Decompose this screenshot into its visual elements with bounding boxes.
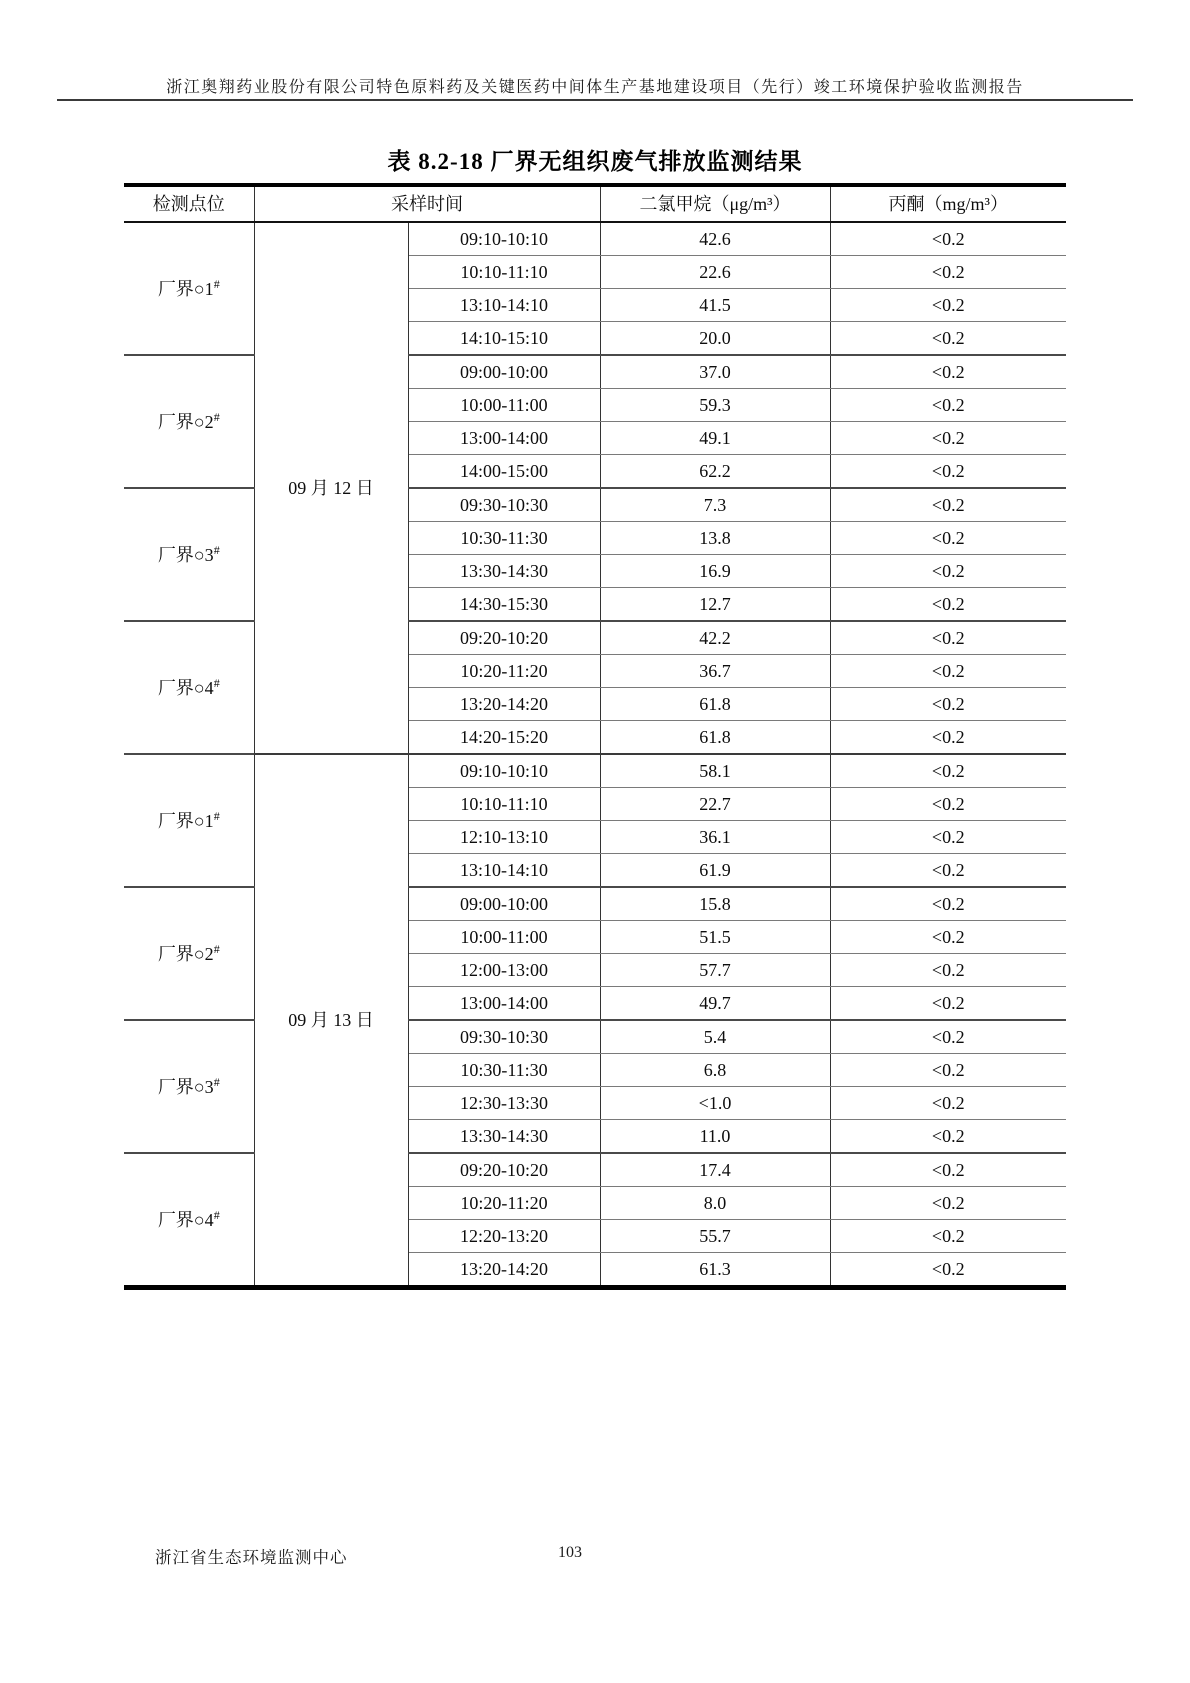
point-label: 厂界○3 xyxy=(157,544,214,565)
point-label-superscript: # xyxy=(213,808,220,823)
acetone-value-cell: <0.2 xyxy=(830,1054,1066,1087)
dcm-value-cell: 36.7 xyxy=(600,655,830,688)
sampling-time-cell: 10:10-11:10 xyxy=(408,788,600,821)
acetone-value-cell: <0.2 xyxy=(830,1153,1066,1187)
col-header-point: 检测点位 xyxy=(124,185,254,222)
running-head: 浙江奥翔药业股份有限公司特色原料药及关键医药中间体生产基地建设项目（先行）竣工环境保护验收监测报告 xyxy=(166,79,1024,96)
dcm-value-cell: 42.6 xyxy=(600,222,830,256)
sampling-time-cell: 10:30-11:30 xyxy=(408,1054,600,1087)
sampling-date-cell: 09 月 13 日 xyxy=(254,754,408,1288)
point-label-cell xyxy=(124,754,254,887)
point-label: 厂界○4 xyxy=(157,1209,214,1230)
sampling-time-cell: 14:00-15:00 xyxy=(408,455,600,489)
acetone-value-cell: <0.2 xyxy=(830,1253,1066,1288)
point-label-cell xyxy=(124,355,254,488)
sampling-time-cell: 09:30-10:30 xyxy=(408,488,600,522)
point-label-superscript: # xyxy=(213,1074,220,1089)
dcm-value-cell: 58.1 xyxy=(600,754,830,788)
sampling-time-cell: 09:10-10:10 xyxy=(408,754,600,788)
sampling-time-cell: 13:30-14:30 xyxy=(408,555,600,588)
footer-organization: 浙江省生态环境监测中心 xyxy=(155,1548,348,1567)
sampling-time-cell: 12:00-13:00 xyxy=(408,954,600,987)
acetone-value-cell: <0.2 xyxy=(830,1020,1066,1054)
acetone-value-cell: <0.2 xyxy=(830,887,1066,921)
dcm-value-cell: 61.8 xyxy=(600,721,830,755)
sampling-time-cell: 13:00-14:00 xyxy=(408,422,600,455)
dcm-value-cell: 22.7 xyxy=(600,788,830,821)
sampling-time-cell: 09:30-10:30 xyxy=(408,1020,600,1054)
dcm-value-cell: 16.9 xyxy=(600,555,830,588)
monitoring-table xyxy=(124,183,1066,1290)
sampling-time-cell: 10:30-11:30 xyxy=(408,522,600,555)
acetone-value-cell: <0.2 xyxy=(830,555,1066,588)
acetone-value-cell: <0.2 xyxy=(830,1220,1066,1253)
acetone-value-cell: <0.2 xyxy=(830,322,1066,356)
sampling-time-cell: 12:20-13:20 xyxy=(408,1220,600,1253)
dcm-value-cell: 42.2 xyxy=(600,621,830,655)
table-row xyxy=(124,754,1066,788)
dcm-value-cell: 57.7 xyxy=(600,954,830,987)
sampling-time-cell: 14:20-15:20 xyxy=(408,721,600,755)
acetone-value-cell: <0.2 xyxy=(830,655,1066,688)
acetone-value-cell: <0.2 xyxy=(830,355,1066,389)
point-label: 厂界○4 xyxy=(157,677,214,698)
dcm-value-cell: 62.2 xyxy=(600,455,830,489)
acetone-value-cell: <0.2 xyxy=(830,754,1066,788)
acetone-value-cell: <0.2 xyxy=(830,954,1066,987)
acetone-value-cell: <0.2 xyxy=(830,588,1066,622)
dcm-value-cell: 17.4 xyxy=(600,1153,830,1187)
col-header-dcm: 二氯甲烷（μg/m³） xyxy=(600,185,830,222)
dcm-value-cell: 41.5 xyxy=(600,289,830,322)
dcm-value-cell: 7.3 xyxy=(600,488,830,522)
col-header-acetone: 丙酮（mg/m³） xyxy=(830,185,1066,222)
dcm-value-cell: 11.0 xyxy=(600,1120,830,1154)
acetone-value-cell: <0.2 xyxy=(830,522,1066,555)
dcm-value-cell: 61.3 xyxy=(600,1253,830,1288)
dcm-value-cell: 8.0 xyxy=(600,1187,830,1220)
monitoring-table-body xyxy=(124,222,1066,1288)
point-label-cell xyxy=(124,488,254,621)
point-label: 厂界○3 xyxy=(157,1076,214,1097)
acetone-value-cell: <0.2 xyxy=(830,921,1066,954)
dcm-value-cell: 37.0 xyxy=(600,355,830,389)
point-label: 厂界○1 xyxy=(157,278,214,299)
point-label-superscript: # xyxy=(213,675,220,690)
point-label-superscript: # xyxy=(213,542,220,557)
dcm-value-cell: 6.8 xyxy=(600,1054,830,1087)
dcm-value-cell: 20.0 xyxy=(600,322,830,356)
acetone-value-cell: <0.2 xyxy=(830,222,1066,256)
acetone-value-cell: <0.2 xyxy=(830,455,1066,489)
sampling-time-cell: 13:10-14:10 xyxy=(408,289,600,322)
acetone-value-cell: <0.2 xyxy=(830,854,1066,888)
point-label-superscript: # xyxy=(213,276,220,291)
dcm-value-cell: 22.6 xyxy=(600,256,830,289)
acetone-value-cell: <0.2 xyxy=(830,987,1066,1021)
dcm-value-cell: 13.8 xyxy=(600,522,830,555)
sampling-time-cell: 09:00-10:00 xyxy=(408,355,600,389)
point-label-superscript: # xyxy=(213,941,220,956)
point-label: 厂界○2 xyxy=(157,943,214,964)
dcm-value-cell: <1.0 xyxy=(600,1087,830,1120)
sampling-time-cell: 10:20-11:20 xyxy=(408,655,600,688)
acetone-value-cell: <0.2 xyxy=(830,788,1066,821)
sampling-time-cell: 10:00-11:00 xyxy=(408,389,600,422)
col-header-time: 采样时间 xyxy=(254,185,600,222)
sampling-time-cell: 09:10-10:10 xyxy=(408,222,600,256)
acetone-value-cell: <0.2 xyxy=(830,1120,1066,1154)
sampling-date-cell: 09 月 12 日 xyxy=(254,222,408,754)
acetone-value-cell: <0.2 xyxy=(830,621,1066,655)
sampling-time-cell: 13:20-14:20 xyxy=(408,688,600,721)
acetone-value-cell: <0.2 xyxy=(830,488,1066,522)
acetone-value-cell: <0.2 xyxy=(830,289,1066,322)
sampling-time-cell: 13:10-14:10 xyxy=(408,854,600,888)
sampling-time-cell: 09:20-10:20 xyxy=(408,621,600,655)
sampling-time-cell: 09:20-10:20 xyxy=(408,1153,600,1187)
acetone-value-cell: <0.2 xyxy=(830,721,1066,755)
dcm-value-cell: 12.7 xyxy=(600,588,830,622)
sampling-time-cell: 12:10-13:10 xyxy=(408,821,600,854)
point-label-cell xyxy=(124,222,254,355)
table-row xyxy=(124,222,1066,256)
sampling-time-cell: 13:30-14:30 xyxy=(408,1120,600,1154)
sampling-time-cell: 13:20-14:20 xyxy=(408,1253,600,1288)
dcm-value-cell: 61.8 xyxy=(600,688,830,721)
acetone-value-cell: <0.2 xyxy=(830,422,1066,455)
footer-page-number: 103 xyxy=(558,1544,582,1561)
point-label-cell xyxy=(124,1153,254,1288)
sampling-time-cell: 09:00-10:00 xyxy=(408,887,600,921)
sampling-time-cell: 14:30-15:30 xyxy=(408,588,600,622)
dcm-value-cell: 49.7 xyxy=(600,987,830,1021)
point-label: 厂界○2 xyxy=(157,411,214,432)
sampling-time-cell: 12:30-13:30 xyxy=(408,1087,600,1120)
dcm-value-cell: 5.4 xyxy=(600,1020,830,1054)
acetone-value-cell: <0.2 xyxy=(830,821,1066,854)
dcm-value-cell: 36.1 xyxy=(600,821,830,854)
header-rule xyxy=(57,99,1133,101)
sampling-time-cell: 13:00-14:00 xyxy=(408,987,600,1021)
dcm-value-cell: 55.7 xyxy=(600,1220,830,1253)
dcm-value-cell: 61.9 xyxy=(600,854,830,888)
acetone-value-cell: <0.2 xyxy=(830,1087,1066,1120)
sampling-time-cell: 10:20-11:20 xyxy=(408,1187,600,1220)
table-title: 表 8.2-18 厂界无组织废气排放监测结果 xyxy=(387,149,803,174)
point-label: 厂界○1 xyxy=(157,810,214,831)
point-label-superscript: # xyxy=(213,409,220,424)
dcm-value-cell: 49.1 xyxy=(600,422,830,455)
acetone-value-cell: <0.2 xyxy=(830,1187,1066,1220)
point-label-superscript: # xyxy=(213,1207,220,1222)
point-label-cell xyxy=(124,887,254,1020)
point-label-cell xyxy=(124,621,254,754)
dcm-value-cell: 51.5 xyxy=(600,921,830,954)
point-label-cell xyxy=(124,1020,254,1153)
dcm-value-cell: 15.8 xyxy=(600,887,830,921)
acetone-value-cell: <0.2 xyxy=(830,688,1066,721)
acetone-value-cell: <0.2 xyxy=(830,389,1066,422)
sampling-time-cell: 14:10-15:10 xyxy=(408,322,600,356)
acetone-value-cell: <0.2 xyxy=(830,256,1066,289)
monitoring-table-wrap xyxy=(124,183,1066,1290)
dcm-value-cell: 59.3 xyxy=(600,389,830,422)
sampling-time-cell: 10:00-11:00 xyxy=(408,921,600,954)
table-header-row xyxy=(124,185,1066,222)
sampling-time-cell: 10:10-11:10 xyxy=(408,256,600,289)
